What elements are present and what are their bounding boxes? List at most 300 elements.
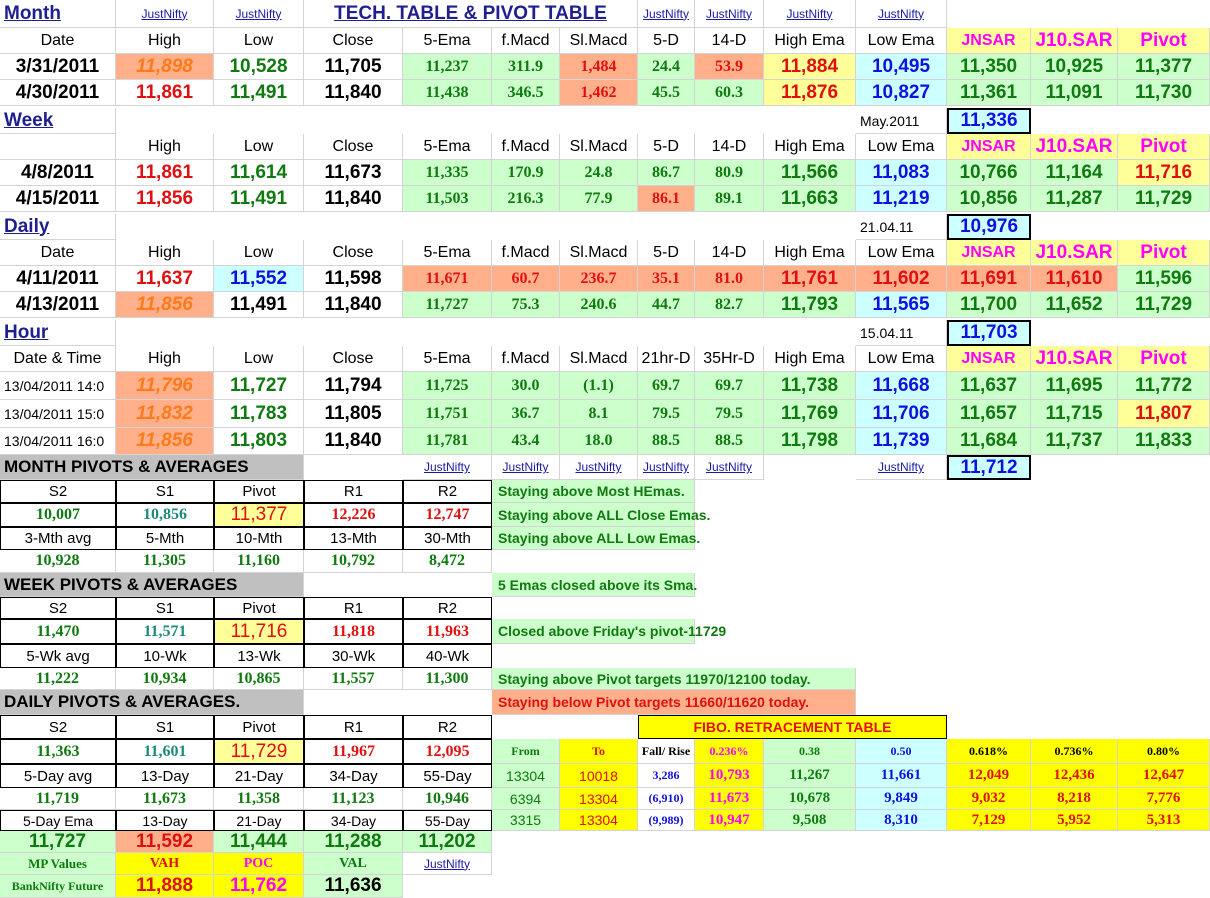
hour-col-header[interactable]: J10.SAR [1031,346,1118,372]
pivot-value[interactable]: 10,856 [116,503,214,527]
week-cell[interactable]: 10,766 [947,160,1031,186]
pivot-header[interactable]: R1 [304,480,403,503]
hour-cell[interactable]: 11,657 [947,400,1031,428]
fibo-cell[interactable]: 3315 [492,810,560,831]
hour-cell[interactable]: 11,783 [214,400,304,428]
hour-cell[interactable]: 11,751 [403,400,492,428]
week-col-header[interactable]: High [116,134,214,160]
hour-cell[interactable]: 13/04/2011 15:0 [0,400,116,428]
month-col-header[interactable]: High [116,28,214,54]
daily-cell[interactable]: 11,700 [947,292,1031,318]
month-col-header[interactable]: 5-D [638,28,695,54]
hour-cell[interactable]: 13/04/2011 16:0 [0,428,116,455]
fibo-cell[interactable]: 10,947 [695,810,764,831]
hour-cell[interactable]: 11,715 [1031,400,1118,428]
month-cell[interactable]: 11,361 [947,80,1031,106]
week-col-header[interactable]: J10.SAR [1031,134,1118,160]
month-col-header[interactable]: Low [214,28,304,54]
ema-header[interactable]: 13-Day [116,810,214,831]
fibo-header[interactable]: 0.80% [1118,739,1210,764]
hour-cell[interactable]: 11,856 [116,428,214,455]
week-cell[interactable]: 86.7 [638,160,695,186]
fibo-cell[interactable]: 3,286 [638,764,695,788]
hour-col-header[interactable]: Close [304,346,403,372]
week-pivots-title[interactable]: WEEK PIVOTS & AVERAGES [0,573,304,597]
ema-value[interactable]: 11,444 [214,831,304,853]
pivot-value[interactable]: 11,729 [214,739,304,764]
average-value[interactable]: 11,160 [214,550,304,573]
hour-cell[interactable]: 13/04/2011 14:0 [0,372,116,400]
average-header[interactable]: 3-Mth avg [0,527,116,550]
poc-label[interactable]: POC [214,853,304,875]
hour-cell[interactable]: 11,840 [304,428,403,455]
week-cell[interactable]: 24.8 [560,160,638,186]
average-header[interactable]: 13-Day [116,764,214,788]
average-header[interactable]: 13-Wk [214,644,304,668]
pivot-header[interactable]: R1 [304,597,403,619]
month-cell[interactable]: 45.5 [638,80,695,106]
hour-cell[interactable]: 88.5 [695,428,764,455]
pivot-value[interactable]: 12,747 [403,503,492,527]
status-message[interactable]: Staying below Pivot targets 11660/11620 today. [492,690,856,715]
month-cell[interactable]: 1,462 [560,80,638,106]
fibo-header[interactable]: 0.736% [1031,739,1118,764]
justnifty-link[interactable]: JustNifty [560,455,638,480]
daily-cell[interactable]: 11,793 [764,292,856,318]
status-message[interactable]: Staying above Pivot targets 11970/12100 today. [492,668,856,690]
pivot-value[interactable]: 11,470 [0,619,116,644]
hour-cell[interactable]: 11,794 [304,372,403,400]
justnifty-link[interactable]: JustNifty [214,0,304,28]
daily-cell[interactable]: 236.7 [560,266,638,292]
hour-cell[interactable]: (1.1) [560,372,638,400]
month-col-header[interactable]: Pivot [1118,28,1210,54]
month-cell[interactable]: 11,898 [116,54,214,80]
daily-cell[interactable]: 11,691 [947,266,1031,292]
daily-cell[interactable]: 35.1 [638,266,695,292]
daily-cell[interactable]: 11,596 [1118,266,1210,292]
hour-cell[interactable]: 11,738 [764,372,856,400]
hour-cell[interactable]: 11,807 [1118,400,1210,428]
daily-cell[interactable]: 11,840 [304,292,403,318]
month-cell[interactable]: 11,350 [947,54,1031,80]
fibo-header[interactable]: 0.50 [856,739,947,764]
daily-cell[interactable]: 4/13/2011 [0,292,116,318]
week-cell[interactable]: 11,491 [214,186,304,212]
pivot-value[interactable]: 11,363 [0,739,116,764]
average-header[interactable]: 13-Mth [304,527,403,550]
hour-cell[interactable]: 8.1 [560,400,638,428]
hour-cell[interactable]: 11,725 [403,372,492,400]
banknifty-label[interactable]: BankNifty Future [0,875,116,898]
daily-cell[interactable]: 11,671 [403,266,492,292]
daily-col-header[interactable]: Close [304,240,403,266]
week-col-header[interactable]: Sl.Macd [560,134,638,160]
hour-cell[interactable]: 11,805 [304,400,403,428]
month-cell[interactable]: 53.9 [695,54,764,80]
week-cell[interactable]: 4/15/2011 [0,186,116,212]
daily-cell[interactable]: 11,552 [214,266,304,292]
fibo-cell[interactable]: 11,267 [764,764,856,788]
hour-cell[interactable]: 11,772 [1118,372,1210,400]
val-value[interactable]: 11,636 [304,875,403,898]
month-cell[interactable]: 11,091 [1031,80,1118,106]
pivot-header[interactable]: S2 [0,480,116,503]
average-value[interactable]: 8,472 [403,550,492,573]
daily-col-header[interactable]: f.Macd [492,240,560,266]
average-header[interactable]: 5-Wk avg [0,644,116,668]
daily-cell[interactable]: 11,602 [856,266,947,292]
average-value[interactable]: 11,222 [0,668,116,690]
average-header[interactable]: 34-Day [304,764,403,788]
month-cell[interactable]: 11,491 [214,80,304,106]
pivot-header[interactable]: S2 [0,597,116,619]
daily-cell[interactable]: 75.3 [492,292,560,318]
justnifty-link[interactable]: JustNifty [695,455,764,480]
fibo-cell[interactable]: 7,129 [947,810,1031,831]
average-value[interactable]: 11,300 [403,668,492,690]
month-cell[interactable]: 11,237 [403,54,492,80]
hour-col-header[interactable]: High Ema [764,346,856,372]
fibo-header[interactable]: To [560,739,638,764]
month-cell[interactable]: 11,884 [764,54,856,80]
justnifty-link[interactable]: JustNifty [764,0,856,28]
average-value[interactable]: 11,673 [116,788,214,810]
week-cell[interactable]: 11,614 [214,160,304,186]
ema-value[interactable]: 11,288 [304,831,403,853]
pivot-header[interactable]: R2 [403,715,492,739]
hour-cell[interactable]: 11,695 [1031,372,1118,400]
week-cell[interactable]: 77.9 [560,186,638,212]
daily-cell[interactable]: 11,652 [1031,292,1118,318]
month-cell[interactable]: 10,495 [856,54,947,80]
pivot-header[interactable]: S1 [116,597,214,619]
average-value[interactable]: 10,934 [116,668,214,690]
week-footer-value[interactable]: 10,976 [947,214,1031,240]
daily-cell[interactable]: 11,856 [116,292,214,318]
status-message[interactable]: 5 Emas closed above its Sma. [492,573,695,597]
hour-footer-value[interactable]: 11,712 [947,455,1031,480]
daily-cell[interactable]: 240.6 [560,292,638,318]
week-col-header[interactable] [0,134,116,160]
hour-cell[interactable]: 11,706 [856,400,947,428]
daily-col-header[interactable]: 5-Ema [403,240,492,266]
hour-cell[interactable]: 11,739 [856,428,947,455]
hour-cell[interactable]: 11,668 [856,372,947,400]
average-header[interactable]: 21-Day [214,764,304,788]
hour-col-header[interactable]: 21hr-D [638,346,695,372]
hour-cell[interactable]: 11,803 [214,428,304,455]
hour-cell[interactable]: 88.5 [638,428,695,455]
week-col-header[interactable]: Pivot [1118,134,1210,160]
section-daily[interactable]: Daily [0,214,116,240]
week-cell[interactable]: 11,503 [403,186,492,212]
average-value[interactable]: 10,928 [0,550,116,573]
week-cell[interactable]: 11,083 [856,160,947,186]
daily-cell[interactable]: 11,729 [1118,292,1210,318]
fibo-cell[interactable]: 12,049 [947,764,1031,788]
month-col-header[interactable]: Date [0,28,116,54]
month-pivots-title[interactable]: MONTH PIVOTS & AVERAGES [0,455,304,480]
daily-cell[interactable]: 82.7 [695,292,764,318]
mp-values-label[interactable]: MP Values [0,853,116,875]
month-footer-value[interactable]: 11,336 [947,108,1031,134]
month-cell[interactable]: 11,705 [304,54,403,80]
average-value[interactable]: 11,305 [116,550,214,573]
daily-footer-label[interactable]: 15.04.11 [856,320,947,346]
status-message[interactable]: Staying above ALL Low Emas. [492,527,695,550]
hour-cell[interactable]: 79.5 [695,400,764,428]
pivot-header[interactable]: R2 [403,480,492,503]
daily-col-header[interactable]: Pivot [1118,240,1210,266]
daily-cell[interactable]: 11,610 [1031,266,1118,292]
month-cell[interactable]: 11,876 [764,80,856,106]
week-col-header[interactable]: 5-Ema [403,134,492,160]
hour-col-header[interactable]: JNSAR [947,346,1031,372]
fibo-header[interactable]: Fall/ Rise [638,739,695,764]
average-value[interactable]: 10,946 [403,788,492,810]
hour-col-header[interactable]: Low Ema [856,346,947,372]
ema-header[interactable]: 55-Day [403,810,492,831]
fibo-cell[interactable]: 11,673 [695,788,764,810]
hour-col-header[interactable]: Low [214,346,304,372]
pivot-value[interactable]: 11,963 [403,619,492,644]
daily-col-header[interactable]: Date [0,240,116,266]
week-cell[interactable]: 11,840 [304,186,403,212]
hour-col-header[interactable]: f.Macd [492,346,560,372]
daily-col-header[interactable]: High Ema [764,240,856,266]
daily-cell[interactable]: 11,598 [304,266,403,292]
val-label[interactable]: VAL [304,853,403,875]
hour-col-header[interactable]: Date & Time [0,346,116,372]
hour-cell[interactable]: 69.7 [638,372,695,400]
average-value[interactable]: 11,719 [0,788,116,810]
week-cell[interactable]: 11,856 [116,186,214,212]
fibo-cell[interactable]: 13304 [560,788,638,810]
pivot-value[interactable]: 10,007 [0,503,116,527]
justnifty-link[interactable]: JustNifty [116,0,214,28]
month-col-header[interactable]: f.Macd [492,28,560,54]
average-value[interactable]: 10,792 [304,550,403,573]
section-hour[interactable]: Hour [0,320,116,346]
hour-cell[interactable]: 18.0 [560,428,638,455]
fibo-title[interactable]: FIBO. RETRACEMENT TABLE [638,715,947,739]
justnifty-link[interactable]: JustNifty [638,455,695,480]
fibo-cell[interactable]: 7,776 [1118,788,1210,810]
daily-col-header[interactable]: JNSAR [947,240,1031,266]
week-col-header[interactable]: Low Ema [856,134,947,160]
section-month[interactable]: Month [0,0,116,28]
fibo-cell[interactable]: 8,218 [1031,788,1118,810]
ema-header[interactable]: 21-Day [214,810,304,831]
week-cell[interactable]: 11,566 [764,160,856,186]
average-value[interactable]: 11,123 [304,788,403,810]
fibo-cell[interactable]: 9,849 [856,788,947,810]
month-cell[interactable]: 10,827 [856,80,947,106]
fibo-cell[interactable]: 12,647 [1118,764,1210,788]
fibo-cell[interactable]: 10,793 [695,764,764,788]
average-header[interactable]: 10-Wk [116,644,214,668]
pivot-header[interactable]: R2 [403,597,492,619]
month-cell[interactable]: 4/30/2011 [0,80,116,106]
hour-cell[interactable]: 11,833 [1118,428,1210,455]
average-header[interactable]: 55-Day [403,764,492,788]
week-col-header[interactable]: Close [304,134,403,160]
pivot-value[interactable]: 11,967 [304,739,403,764]
month-cell[interactable]: 24.4 [638,54,695,80]
hour-col-header[interactable]: Sl.Macd [560,346,638,372]
week-col-header[interactable]: 5-D [638,134,695,160]
fibo-cell[interactable]: (6,910) [638,788,695,810]
week-cell[interactable]: 11,164 [1031,160,1118,186]
week-col-header[interactable]: Low [214,134,304,160]
week-col-header[interactable]: f.Macd [492,134,560,160]
week-cell[interactable]: 11,219 [856,186,947,212]
week-cell[interactable]: 11,729 [1118,186,1210,212]
average-header[interactable]: 30-Mth [403,527,492,550]
pivot-header[interactable]: Pivot [214,480,304,503]
hour-cell[interactable]: 11,684 [947,428,1031,455]
daily-footer-value[interactable]: 11,703 [947,320,1031,346]
daily-col-header[interactable]: 14-D [695,240,764,266]
fibo-cell[interactable]: 5,952 [1031,810,1118,831]
justnifty-link[interactable]: JustNifty [492,455,560,480]
month-cell[interactable]: 346.5 [492,80,560,106]
justnifty-link[interactable]: JustNifty [403,455,492,480]
month-col-header[interactable]: 5-Ema [403,28,492,54]
pivot-header[interactable]: Pivot [214,597,304,619]
daily-cell[interactable]: 11,727 [403,292,492,318]
daily-col-header[interactable]: Low [214,240,304,266]
pivot-value[interactable]: 11,571 [116,619,214,644]
daily-col-header[interactable]: High [116,240,214,266]
month-cell[interactable]: 10,528 [214,54,304,80]
fibo-cell[interactable]: 9,508 [764,810,856,831]
week-cell[interactable]: 10,856 [947,186,1031,212]
vah-value[interactable]: 11,888 [116,875,214,898]
hour-cell[interactable]: 11,798 [764,428,856,455]
month-col-header[interactable]: Close [304,28,403,54]
hour-cell[interactable]: 11,832 [116,400,214,428]
fibo-cell[interactable]: 10018 [560,764,638,788]
fibo-cell[interactable]: (9,989) [638,810,695,831]
pivot-value[interactable]: 11,716 [214,619,304,644]
fibo-header[interactable]: 0.236% [695,739,764,764]
daily-cell[interactable]: 44.7 [638,292,695,318]
fibo-header[interactable]: From [492,739,560,764]
hour-cell[interactable]: 69.7 [695,372,764,400]
justnifty-link[interactable]: JustNifty [638,0,695,28]
week-cell[interactable]: 86.1 [638,186,695,212]
average-value[interactable]: 10,865 [214,668,304,690]
daily-cell[interactable]: 81.0 [695,266,764,292]
status-message[interactable]: Staying above Most HEmas. [492,480,695,503]
pivot-header[interactable]: S1 [116,715,214,739]
fibo-cell[interactable]: 8,310 [856,810,947,831]
hour-col-header[interactable]: Pivot [1118,346,1210,372]
daily-cell[interactable]: 11,637 [116,266,214,292]
week-col-header[interactable]: High Ema [764,134,856,160]
fibo-cell[interactable]: 6394 [492,788,560,810]
daily-pivots-title[interactable]: DAILY PIVOTS & AVERAGES. [0,690,304,715]
hour-cell[interactable]: 11,637 [947,372,1031,400]
fibo-cell[interactable]: 13304 [492,764,560,788]
average-header[interactable]: 40-Wk [403,644,492,668]
pivot-value[interactable]: 11,818 [304,619,403,644]
hour-cell[interactable]: 79.5 [638,400,695,428]
week-cell[interactable]: 11,663 [764,186,856,212]
daily-cell[interactable]: 4/11/2011 [0,266,116,292]
daily-cell[interactable]: 60.7 [492,266,560,292]
hour-cell[interactable]: 36.7 [492,400,560,428]
average-value[interactable]: 11,358 [214,788,304,810]
ema-header[interactable]: 34-Day [304,810,403,831]
week-cell[interactable]: 11,673 [304,160,403,186]
hour-cell[interactable]: 30.0 [492,372,560,400]
status-message[interactable]: Staying above ALL Close Emas. [492,503,695,527]
status-message[interactable]: Closed above Friday's pivot-11729 [492,619,695,644]
month-col-header[interactable]: High Ema [764,28,856,54]
pivot-header[interactable]: R1 [304,715,403,739]
hour-col-header[interactable]: 35Hr-D [695,346,764,372]
poc-value[interactable]: 11,762 [214,875,304,898]
month-col-header[interactable]: JNSAR [947,28,1031,54]
fibo-cell[interactable]: 11,661 [856,764,947,788]
week-cell[interactable]: 80.9 [695,160,764,186]
pivot-value[interactable]: 11,377 [214,503,304,527]
month-cell[interactable]: 3/31/2011 [0,54,116,80]
daily-cell[interactable]: 11,565 [856,292,947,318]
hour-cell[interactable]: 11,796 [116,372,214,400]
week-cell[interactable]: 4/8/2011 [0,160,116,186]
fibo-cell[interactable]: 9,032 [947,788,1031,810]
fibo-cell[interactable]: 12,436 [1031,764,1118,788]
daily-col-header[interactable]: Low Ema [856,240,947,266]
hour-col-header[interactable]: 5-Ema [403,346,492,372]
pivot-value[interactable]: 12,226 [304,503,403,527]
ema-value[interactable]: 11,592 [116,831,214,853]
daily-col-header[interactable]: Sl.Macd [560,240,638,266]
week-cell[interactable]: 216.3 [492,186,560,212]
ema-header[interactable]: 5-Day Ema [0,810,116,831]
daily-col-header[interactable]: 5-D [638,240,695,266]
daily-col-header[interactable]: J10.SAR [1031,240,1118,266]
fibo-cell[interactable]: 5,313 [1118,810,1210,831]
month-col-header[interactable]: Low Ema [856,28,947,54]
hour-cell[interactable]: 11,737 [1031,428,1118,455]
week-cell[interactable]: 89.1 [695,186,764,212]
fibo-cell[interactable]: 10,678 [764,788,856,810]
pivot-value[interactable]: 11,601 [116,739,214,764]
week-cell[interactable]: 170.9 [492,160,560,186]
vah-label[interactable]: VAH [116,853,214,875]
month-cell[interactable]: 10,925 [1031,54,1118,80]
month-cell[interactable]: 11,730 [1118,80,1210,106]
month-col-header[interactable]: 14-D [695,28,764,54]
month-col-header[interactable]: J10.SAR [1031,28,1118,54]
average-header[interactable]: 30-Wk [304,644,403,668]
month-cell[interactable]: 11,438 [403,80,492,106]
fibo-header[interactable]: 0.38 [764,739,856,764]
month-cell[interactable]: 311.9 [492,54,560,80]
month-footer-label[interactable]: May.2011 [856,108,947,134]
month-cell[interactable]: 11,861 [116,80,214,106]
week-col-header[interactable]: 14-D [695,134,764,160]
month-col-header[interactable]: Sl.Macd [560,28,638,54]
pivot-header[interactable]: S1 [116,480,214,503]
average-header[interactable]: 5-Day avg [0,764,116,788]
daily-cell[interactable]: 11,761 [764,266,856,292]
